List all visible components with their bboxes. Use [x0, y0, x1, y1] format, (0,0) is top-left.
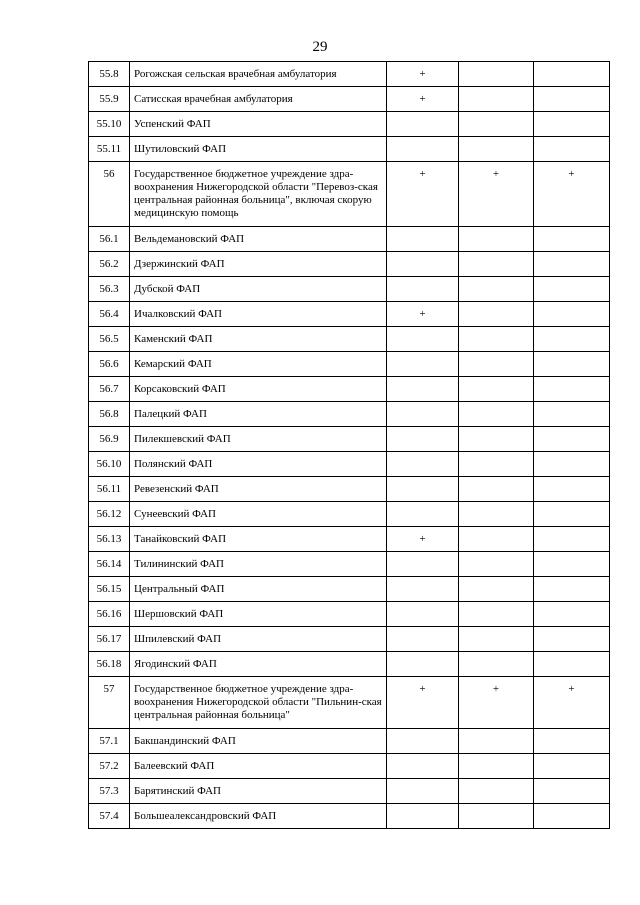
mark-column-1 [387, 552, 459, 577]
table-row [89, 352, 610, 377]
mark-column-3 [534, 137, 610, 162]
row-number: 56.7 [89, 377, 130, 402]
mark-column-3 [534, 277, 610, 302]
mark-column-2 [459, 87, 534, 112]
mark-column-3: + [534, 677, 610, 729]
table-row [89, 137, 610, 162]
table-row [89, 652, 610, 677]
mark-column-2: + [459, 677, 534, 729]
facility-name: Барятинский ФАП [130, 779, 387, 804]
row-number: 56.18 [89, 652, 130, 677]
mark-column-2 [459, 402, 534, 427]
mark-column-2 [459, 729, 534, 754]
table-row [89, 252, 610, 277]
mark-column-1 [387, 137, 459, 162]
mark-column-3 [534, 779, 610, 804]
facility-name: Успенский ФАП [130, 112, 387, 137]
table-row [89, 62, 610, 87]
mark-column-1 [387, 502, 459, 527]
mark-column-2 [459, 452, 534, 477]
mark-column-2 [459, 62, 534, 87]
row-number: 55.9 [89, 87, 130, 112]
table-row [89, 227, 610, 252]
mark-column-1 [387, 804, 459, 829]
table-row [89, 804, 610, 829]
mark-column-1 [387, 252, 459, 277]
mark-column-3 [534, 452, 610, 477]
mark-column-3 [534, 527, 610, 552]
mark-column-1 [387, 627, 459, 652]
mark-column-1 [387, 112, 459, 137]
row-number: 57.3 [89, 779, 130, 804]
mark-column-1 [387, 377, 459, 402]
mark-column-3 [534, 602, 610, 627]
mark-column-3 [534, 302, 610, 327]
mark-column-2 [459, 302, 534, 327]
row-number: 56 [89, 162, 130, 227]
mark-column-3 [534, 502, 610, 527]
row-number: 55.11 [89, 137, 130, 162]
mark-column-1 [387, 427, 459, 452]
row-number: 56.3 [89, 277, 130, 302]
mark-column-1 [387, 652, 459, 677]
mark-column-2 [459, 252, 534, 277]
facility-name: Дубской ФАП [130, 277, 387, 302]
facility-name: Ичалковский ФАП [130, 302, 387, 327]
mark-column-2 [459, 627, 534, 652]
page-number: 29 [312, 39, 328, 55]
row-number: 56.9 [89, 427, 130, 452]
mark-column-1 [387, 352, 459, 377]
mark-column-1 [387, 754, 459, 779]
row-number: 57 [89, 677, 130, 729]
table-row [89, 477, 610, 502]
facility-name: Корсаковский ФАП [130, 377, 387, 402]
row-number: 56.12 [89, 502, 130, 527]
facility-name: Каменский ФАП [130, 327, 387, 352]
row-number: 55.8 [89, 62, 130, 87]
facility-name: Балеевский ФАП [130, 754, 387, 779]
table-row [89, 277, 610, 302]
mark-column-2 [459, 352, 534, 377]
table-row [89, 502, 610, 527]
mark-column-2 [459, 112, 534, 137]
mark-column-2 [459, 377, 534, 402]
mark-column-3 [534, 377, 610, 402]
mark-column-1 [387, 477, 459, 502]
mark-column-3 [534, 804, 610, 829]
table-row [89, 602, 610, 627]
mark-column-2 [459, 552, 534, 577]
facility-name: Государственное бюджетное учреждение здра-воохранения Нижегородской области "Пильнин-ская центральная районная больница" [130, 677, 387, 729]
mark-column-3 [534, 327, 610, 352]
row-number: 56.4 [89, 302, 130, 327]
table-row [89, 162, 610, 227]
table-row [89, 327, 610, 352]
mark-column-2 [459, 527, 534, 552]
facility-name: Центральный ФАП [130, 577, 387, 602]
row-number: 56.2 [89, 252, 130, 277]
mark-column-3 [534, 352, 610, 377]
facility-name: Танайковский ФАП [130, 527, 387, 552]
mark-column-2 [459, 754, 534, 779]
mark-column-1 [387, 577, 459, 602]
mark-column-1: + [387, 527, 459, 552]
facilities-table [88, 61, 610, 829]
mark-column-3 [534, 754, 610, 779]
facility-name: Шпилевский ФАП [130, 627, 387, 652]
mark-column-1: + [387, 677, 459, 729]
facility-name: Полянский ФАП [130, 452, 387, 477]
mark-column-1 [387, 779, 459, 804]
mark-column-1: + [387, 87, 459, 112]
row-number: 56.15 [89, 577, 130, 602]
table-row [89, 527, 610, 552]
row-number: 55.10 [89, 112, 130, 137]
row-number: 56.11 [89, 477, 130, 502]
mark-column-2 [459, 227, 534, 252]
table-row [89, 754, 610, 779]
table-row [89, 452, 610, 477]
row-number: 57.2 [89, 754, 130, 779]
row-number: 57.4 [89, 804, 130, 829]
facility-name: Дзержинский ФАП [130, 252, 387, 277]
table-row [89, 677, 610, 729]
mark-column-1 [387, 402, 459, 427]
mark-column-3 [534, 87, 610, 112]
row-number: 56.6 [89, 352, 130, 377]
row-number: 56.10 [89, 452, 130, 477]
table-row [89, 627, 610, 652]
mark-column-2 [459, 502, 534, 527]
facility-name: Пилекшевский ФАП [130, 427, 387, 452]
facility-name: Рогожская сельская врачебная амбулатория [130, 62, 387, 87]
facility-name: Сатисская врачебная амбулатория [130, 87, 387, 112]
mark-column-2 [459, 779, 534, 804]
row-number: 56.8 [89, 402, 130, 427]
table-row [89, 577, 610, 602]
facility-name: Шершовский ФАП [130, 602, 387, 627]
row-number: 57.1 [89, 729, 130, 754]
mark-column-2 [459, 477, 534, 502]
mark-column-2 [459, 427, 534, 452]
mark-column-1 [387, 452, 459, 477]
facility-name: Большеалександровский ФАП [130, 804, 387, 829]
mark-column-3 [534, 112, 610, 137]
table-row [89, 87, 610, 112]
mark-column-3 [534, 652, 610, 677]
mark-column-2 [459, 277, 534, 302]
mark-column-3 [534, 627, 610, 652]
mark-column-3 [534, 477, 610, 502]
mark-column-3 [534, 552, 610, 577]
facility-name: Ягодинский ФАП [130, 652, 387, 677]
table-row [89, 302, 610, 327]
facility-name: Бакшандинский ФАП [130, 729, 387, 754]
row-number: 56.17 [89, 627, 130, 652]
mark-column-3 [534, 402, 610, 427]
table-row [89, 427, 610, 452]
mark-column-3: + [534, 162, 610, 227]
facility-name: Ревезенский ФАП [130, 477, 387, 502]
row-number: 56.5 [89, 327, 130, 352]
facility-name: Шутиловский ФАП [130, 137, 387, 162]
mark-column-3 [534, 227, 610, 252]
table-row [89, 729, 610, 754]
mark-column-1: + [387, 302, 459, 327]
mark-column-3 [534, 729, 610, 754]
row-number: 56.16 [89, 602, 130, 627]
mark-column-3 [534, 427, 610, 452]
facility-name: Государственное бюджетное учреждение здра-воохранения Нижегородской области "Перевоз-ская центральная районная больница", включая скорую медицинскую помощь [130, 162, 387, 227]
table-row [89, 779, 610, 804]
table-row [89, 112, 610, 137]
table-row [89, 377, 610, 402]
mark-column-3 [534, 577, 610, 602]
mark-column-1 [387, 227, 459, 252]
mark-column-1 [387, 327, 459, 352]
mark-column-1 [387, 602, 459, 627]
row-number: 56.14 [89, 552, 130, 577]
table-row [89, 402, 610, 427]
table-body [89, 62, 610, 829]
facility-name: Кемарский ФАП [130, 352, 387, 377]
mark-column-1: + [387, 162, 459, 227]
mark-column-2: + [459, 162, 534, 227]
mark-column-3 [534, 62, 610, 87]
mark-column-1: + [387, 62, 459, 87]
mark-column-1 [387, 277, 459, 302]
row-number: 56.13 [89, 527, 130, 552]
mark-column-2 [459, 602, 534, 627]
facility-name: Сунеевский ФАП [130, 502, 387, 527]
mark-column-2 [459, 804, 534, 829]
facility-name: Палецкий ФАП [130, 402, 387, 427]
mark-column-2 [459, 577, 534, 602]
row-number: 56.1 [89, 227, 130, 252]
facility-name: Тилининский ФАП [130, 552, 387, 577]
table-row [89, 552, 610, 577]
mark-column-2 [459, 137, 534, 162]
mark-column-2 [459, 327, 534, 352]
facility-name: Вельдемановский ФАП [130, 227, 387, 252]
mark-column-3 [534, 252, 610, 277]
mark-column-1 [387, 729, 459, 754]
mark-column-2 [459, 652, 534, 677]
